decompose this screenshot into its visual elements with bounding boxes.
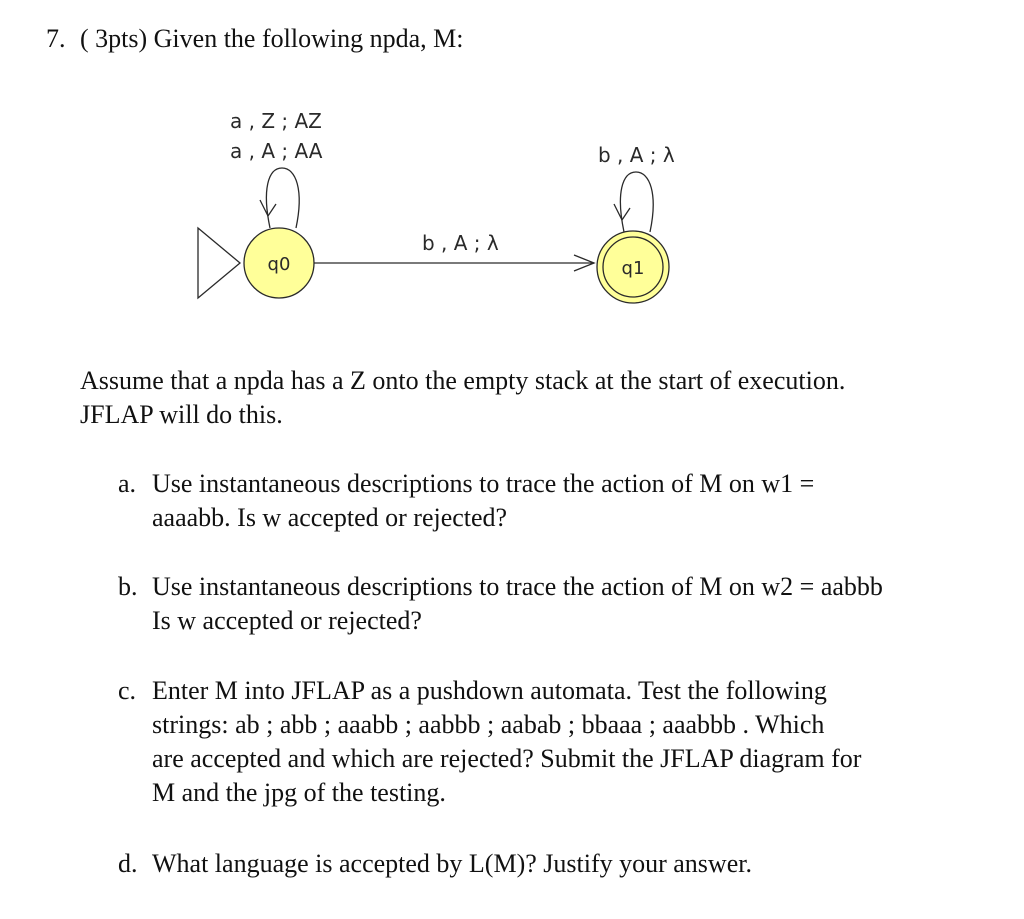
part-c	[118, 674, 861, 810]
part-a-line: aaaabb. Is w accepted or rejected?	[152, 503, 508, 532]
question-number: 7.	[46, 24, 66, 53]
part-d	[118, 847, 752, 881]
part-c-line: M and the jpg of the testing.	[152, 778, 446, 807]
assumption-line-2: JFLAP will do this.	[80, 400, 283, 429]
part-c-line: strings: ab ; abb ; aaabb ; aabbb ; aabab ; bbaaa ; aaabbb . Which	[152, 710, 825, 739]
q1-loop-arrow	[620, 172, 653, 232]
part-d-letter: d.	[118, 849, 138, 878]
part-b-line: Use instantaneous descriptions to trace the action of M on w2 = aabbb	[152, 572, 883, 601]
q1-loop-label: b , A ; λ	[598, 143, 675, 167]
part-b-line: Is w accepted or rejected?	[152, 606, 422, 635]
part-c-line: are accepted and which are rejected? Submit the JFLAP diagram for	[152, 744, 862, 773]
question-title: ( 3pts) Given the following npda, M:	[80, 24, 464, 53]
part-a	[118, 467, 814, 535]
part-b	[118, 570, 883, 638]
q0-loop-label-2: a , A ; AA	[230, 139, 323, 163]
initial-state-marker	[198, 228, 240, 298]
state-q1-label: q1	[621, 258, 645, 279]
npda-diagram	[0, 0, 1024, 340]
part-a-line: Use instantaneous descriptions to trace the action of M on w1 =	[152, 469, 815, 498]
state-q0-label: q0	[267, 254, 291, 275]
transition-label: b , A ; λ	[422, 231, 499, 255]
assumption-paragraph	[80, 364, 980, 432]
part-b-letter: b.	[118, 572, 138, 601]
part-c-line: Enter M into JFLAP as a pushdown automata. Test the following	[152, 676, 827, 705]
part-d-line: What language is accepted by L(M)? Justify your answer.	[152, 849, 752, 878]
q0-loop-label-1: a , Z ; AZ	[230, 109, 322, 133]
assumption-line-1: Assume that a npda has a Z onto the empty stack at the start of execution.	[80, 366, 846, 395]
part-a-letter: a.	[118, 469, 137, 498]
part-c-letter: c.	[118, 676, 137, 705]
q0-loop-arrow	[266, 168, 299, 228]
